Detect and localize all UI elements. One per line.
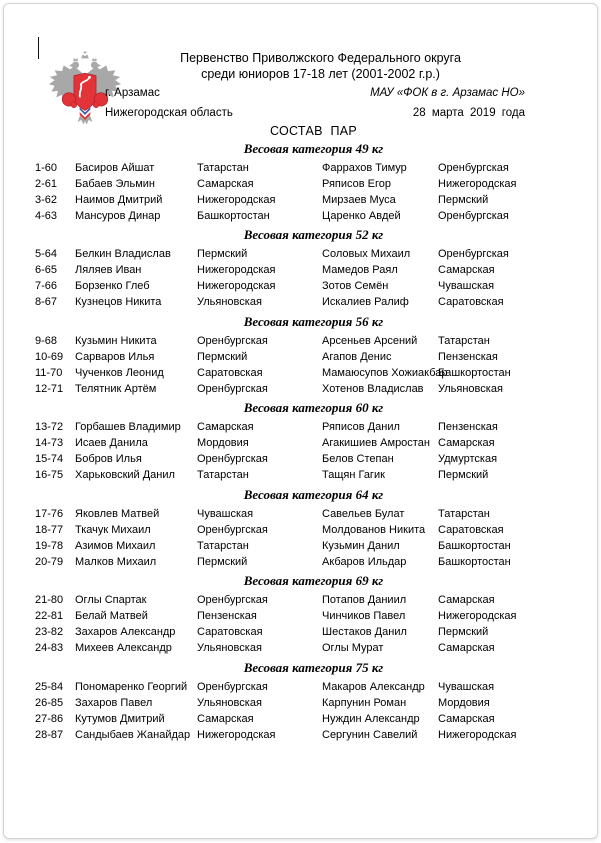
athlete2-name: Макаров Александр <box>322 680 425 693</box>
pair-number: 4-63 <box>35 209 58 222</box>
athlete1-name: Оглы Спартак <box>75 594 147 606</box>
athlete1-name: Ткачук Михаил <box>75 523 151 536</box>
athlete1-name: Мансуров Динар <box>75 209 161 222</box>
pair-number: 5-64 <box>35 248 58 260</box>
pair-number: 21-80 <box>35 594 64 606</box>
pair-row <box>4 711 597 727</box>
pair-number: 25-84 <box>35 680 64 693</box>
athlete2-region: Башкортостан <box>438 555 511 568</box>
pair-row <box>4 160 597 176</box>
pair-number: 22-81 <box>35 610 64 622</box>
eagle-left-head <box>72 62 79 69</box>
athlete1-name: Захаров Александр <box>75 626 176 638</box>
pair-number: 10-69 <box>35 350 64 363</box>
athlete2-region: Пермский <box>438 193 489 206</box>
athlete1-name: Исаев Данила <box>75 437 148 449</box>
athlete1-region: Нижегородская <box>197 193 276 206</box>
pair-row <box>4 349 597 365</box>
pair-row <box>4 176 597 192</box>
pair-row <box>4 294 597 310</box>
weight-category <box>4 227 597 310</box>
weight-category-title: Весовая категория 69 кг <box>243 573 384 588</box>
athlete2-region: Ульяновская <box>438 382 503 395</box>
document-page <box>3 3 598 839</box>
athlete1-name: Яковлев Матвей <box>75 507 160 520</box>
athlete2-name: Арсеньев Арсений <box>322 334 418 347</box>
athlete1-region: Нижегородская <box>197 264 276 276</box>
athlete2-name: Соловых Михаил <box>322 248 411 260</box>
pair-row <box>4 679 597 695</box>
pair-number: 6-65 <box>35 264 58 276</box>
athlete1-region: Нижегородская <box>197 728 276 741</box>
weight-category <box>4 573 597 656</box>
weight-category-title: Весовая категория 60 кг <box>243 400 384 415</box>
pair-number: 9-68 <box>35 334 58 347</box>
pair-number: 13-72 <box>35 421 64 433</box>
document-title: СОСТАВ ПАР <box>269 124 358 138</box>
athlete1-name: Кузнецов Никита <box>75 296 162 308</box>
pair-number: 11-70 <box>35 366 63 379</box>
athlete2-name: Ряписов Данил <box>322 421 400 433</box>
athlete2-name: Искалиев Ралиф <box>322 296 409 308</box>
athlete1-name: Малков Михаил <box>75 555 157 568</box>
pair-row <box>4 208 597 224</box>
athlete2-name: Фаррахов Тимур <box>322 161 407 174</box>
pair-number: 26-85 <box>35 696 64 709</box>
athlete2-region: Чувашская <box>438 280 495 292</box>
athlete1-name: Борзенко Глеб <box>75 280 150 292</box>
athlete2-name: Чинчиков Павел <box>322 610 406 622</box>
athlete2-region: Башкортостан <box>438 366 511 379</box>
athlete1-name: Кутумов Дмитрий <box>75 712 165 725</box>
athlete2-region: Оренбургская <box>438 161 509 174</box>
athlete2-name: Савельев Булат <box>322 507 405 520</box>
text-cursor-caret[interactable] <box>38 37 39 59</box>
weight-category-title: Весовая категория 56 кг <box>243 313 384 329</box>
athlete2-region: Саратовская <box>438 296 504 308</box>
athlete1-region: Пермский <box>197 350 248 363</box>
pair-row <box>4 695 597 711</box>
title-line-2: среди юниоров 17-18 лет (2001-2002 г.р.) <box>201 67 440 81</box>
athlete2-name: Царенко Авдей <box>322 209 401 222</box>
athlete2-region: Пермский <box>438 469 489 481</box>
weight-category <box>4 314 597 397</box>
athlete1-region: Оренбургская <box>197 680 268 693</box>
pair-number: 24-83 <box>35 642 64 654</box>
event-city: г. Арзамас <box>105 87 160 99</box>
pair-number: 1-60 <box>35 161 58 174</box>
athlete1-region: Ульяновская <box>197 642 262 654</box>
athlete2-region: Удмуртская <box>438 453 498 465</box>
athlete1-region: Самарская <box>197 421 254 433</box>
athlete1-name: Михеев Александр <box>75 642 172 654</box>
pair-row <box>4 262 597 278</box>
pair-row <box>4 506 597 522</box>
athlete1-region: Татарстан <box>197 469 249 481</box>
athlete1-region: Мордовия <box>197 437 249 449</box>
athlete2-region: Самарская <box>438 437 495 449</box>
athlete2-region: Татарстан <box>438 334 490 347</box>
pair-row <box>4 381 597 397</box>
pair-number: 23-82 <box>35 626 64 638</box>
athlete2-region: Чувашская <box>438 680 495 693</box>
athlete2-region: Самарская <box>438 594 495 606</box>
weight-category <box>4 141 597 224</box>
athlete1-name: Сарваров Илья <box>75 350 155 363</box>
athlete2-region: Оренбургская <box>438 209 509 222</box>
athlete2-name: Потапов Даниил <box>322 594 407 606</box>
weight-category <box>4 487 597 570</box>
document-header <box>4 4 597 137</box>
event-venue: МАУ «ФОК в г. Арзамас НО» <box>370 87 525 99</box>
athlete2-region: Пензенская <box>438 350 498 363</box>
title-line-1: Первенство Приволжского Федерального округа <box>180 51 461 65</box>
athlete2-name: Нуждин Александр <box>322 712 420 725</box>
weight-category-title: Весовая категория 49 кг <box>243 140 384 156</box>
athlete2-region: Оренбургская <box>438 248 509 260</box>
pair-row <box>4 435 597 451</box>
event-date: 28 марта 2019 года <box>412 107 525 119</box>
athlete2-region: Самарская <box>438 642 495 654</box>
pair-row <box>4 727 597 743</box>
athlete2-name: Зотов Семён <box>322 280 389 292</box>
athlete2-name: Хотенов Владислав <box>322 382 424 395</box>
pairs-list <box>4 141 597 743</box>
athlete1-region: Пермский <box>197 555 248 568</box>
pair-number: 27-86 <box>35 712 64 725</box>
athlete1-region: Оренбургская <box>197 453 268 465</box>
left-glove-thumb <box>71 102 77 108</box>
athlete2-name: Оглы Мурат <box>322 642 384 654</box>
pair-number: 7-66 <box>35 280 58 292</box>
athlete2-region: Башкортостан <box>438 539 511 552</box>
athlete2-name: Тащян Гагик <box>322 469 385 481</box>
athlete2-region: Мордовия <box>438 696 490 709</box>
athlete1-name: Чученков Леонид <box>75 366 164 379</box>
athlete2-name: Мирзаев Муса <box>322 193 396 206</box>
event-region: Нижегородская область <box>105 107 233 119</box>
athlete2-name: Сергунин Савелий <box>322 728 418 741</box>
pair-row <box>4 365 597 381</box>
pair-number: 2-61 <box>35 177 58 190</box>
athlete1-region: Самарская <box>197 177 254 190</box>
pair-number: 18-77 <box>35 523 64 536</box>
pair-number: 17-76 <box>35 507 64 520</box>
athlete2-region: Нижегородская <box>438 177 517 190</box>
athlete1-region: Самарская <box>197 712 254 725</box>
athlete1-region: Татарстан <box>197 161 249 174</box>
athlete1-region: Оренбургская <box>197 334 268 347</box>
pair-row <box>4 522 597 538</box>
athlete2-region: Татарстан <box>438 507 490 520</box>
pair-row <box>4 246 597 262</box>
athlete2-name: Белов Степан <box>322 453 394 465</box>
athlete2-name: Карпунин Роман <box>322 696 407 709</box>
pair-row <box>4 624 597 640</box>
athlete2-region: Саратовская <box>438 523 504 536</box>
athlete1-region: Оренбургская <box>197 382 268 395</box>
athlete2-name: Агакишиев Амростан <box>322 437 430 449</box>
pair-number: 15-74 <box>35 453 64 465</box>
pair-number: 19-78 <box>35 539 64 552</box>
athlete2-region: Нижегородская <box>438 610 517 622</box>
athlete2-name: Молдованов Никита <box>322 523 426 536</box>
athlete1-region: Пермский <box>197 248 248 260</box>
athlete2-region: Пензенская <box>438 421 498 433</box>
pair-row <box>4 467 597 483</box>
pair-row <box>4 192 597 208</box>
athlete2-region: Самарская <box>438 264 495 276</box>
pair-number: 28-87 <box>35 728 64 741</box>
pair-row <box>4 451 597 467</box>
athlete1-name: Бобров Илья <box>75 453 142 465</box>
athlete1-name: Харьковский Данил <box>75 469 175 481</box>
athlete1-region: Ульяновская <box>197 296 262 308</box>
athlete2-region: Самарская <box>438 712 495 725</box>
pair-row <box>4 640 597 656</box>
pair-row <box>4 554 597 570</box>
pair-number: 3-62 <box>35 193 58 206</box>
weight-category <box>4 400 597 483</box>
athlete2-name: Агапов Денис <box>322 350 392 363</box>
pair-number: 8-67 <box>35 296 58 308</box>
athlete2-name: Шестаков Данил <box>322 626 407 638</box>
athlete1-name: Захаров Павел <box>75 696 153 709</box>
athlete1-region: Саратовская <box>197 626 263 638</box>
athlete2-name: Ряписов Егор <box>322 177 392 190</box>
athlete1-name: Пономаренко Георгий <box>75 680 188 693</box>
athlete1-region: Башкортостан <box>197 209 270 222</box>
athlete1-region: Нижегородская <box>197 280 276 292</box>
athlete1-name: Наимов Дмитрий <box>75 193 163 206</box>
athlete2-name: Мамедов Раял <box>322 264 398 276</box>
pair-number: 16-75 <box>35 469 64 481</box>
weight-category <box>4 660 597 743</box>
weight-category-title: Весовая категория 64 кг <box>243 486 384 502</box>
athlete1-name: Телятник Артём <box>75 382 157 395</box>
athlete2-name: Акбаров Ильдар <box>322 555 407 568</box>
pair-row <box>4 592 597 608</box>
left-crown <box>73 58 78 61</box>
athlete1-name: Кузьмин Никита <box>75 334 157 347</box>
athlete1-region: Саратовская <box>197 366 263 379</box>
athlete1-region: Чувашская <box>197 507 254 520</box>
athlete1-name: Басиров Айшат <box>75 161 155 174</box>
athlete1-name: Бабаев Эльмин <box>75 177 155 190</box>
athlete1-region: Оренбургская <box>197 523 268 536</box>
athlete2-region: Нижегородская <box>438 728 517 741</box>
athlete1-name: Ляляев Иван <box>75 264 142 276</box>
pair-number: 12-71 <box>35 382 64 395</box>
athlete1-region: Татарстан <box>197 539 249 552</box>
athlete1-name: Сандыбаев Жанайдар <box>75 728 191 741</box>
athlete1-region: Оренбургская <box>197 594 268 606</box>
athlete1-name: Белкин Владислав <box>75 248 171 260</box>
right-glove-thumb <box>93 102 99 108</box>
weight-category-title: Весовая категория 52 кг <box>243 227 384 242</box>
athlete1-region: Ульяновская <box>197 696 262 709</box>
athlete1-name: Азимов Михаил <box>75 539 156 552</box>
weight-category-title: Весовая категория 75 кг <box>243 659 384 675</box>
athlete1-name: Горбашев Владимир <box>75 421 181 433</box>
athlete2-region: Пермский <box>438 626 489 638</box>
pair-row <box>4 538 597 554</box>
athlete1-name: Белай Матвей <box>75 610 148 622</box>
eagle-left-beak <box>69 64 73 67</box>
pair-row <box>4 608 597 624</box>
athlete2-name: Мамаюсупов Хожиакбар <box>322 366 448 379</box>
athlete1-region: Пензенская <box>197 610 257 622</box>
pair-row <box>4 419 597 435</box>
pair-row <box>4 333 597 349</box>
pair-row <box>4 278 597 294</box>
athlete2-name: Кузьмин Данил <box>322 539 400 552</box>
pair-number: 20-79 <box>35 555 64 568</box>
pair-number: 14-73 <box>35 437 64 449</box>
